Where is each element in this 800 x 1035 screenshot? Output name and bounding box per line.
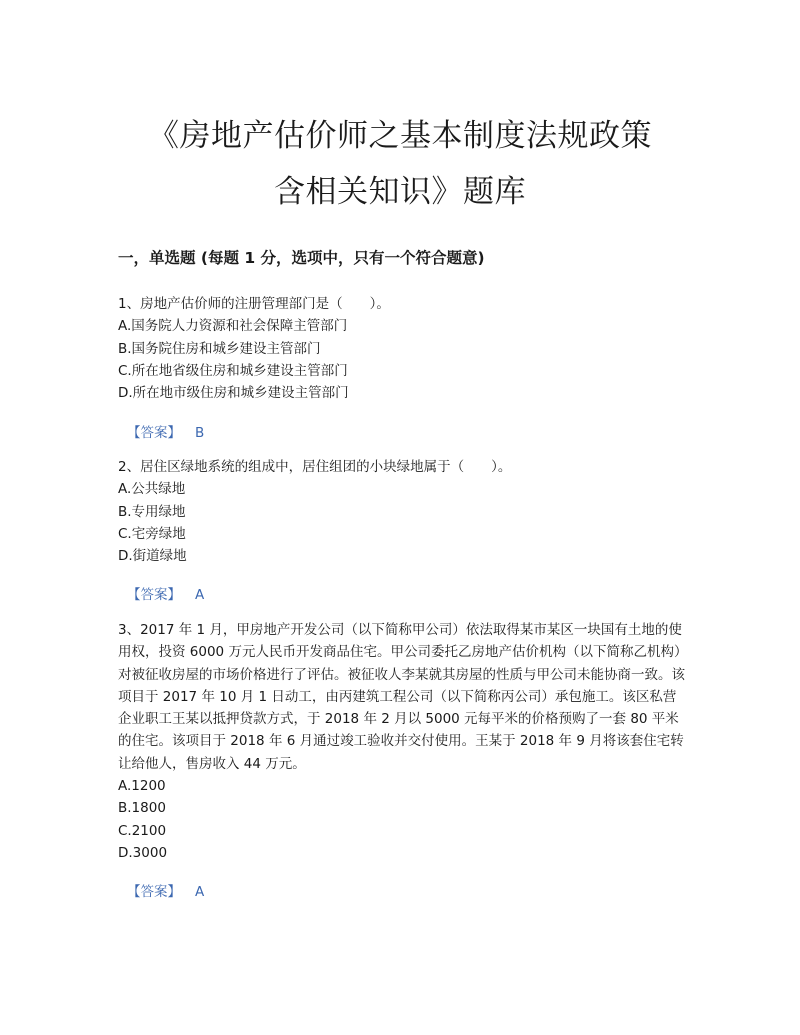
option-a: A.国务院人力资源和社会保障主管部门: [118, 318, 348, 335]
question-3: [118, 619, 688, 864]
option-c: C.宅旁绿地: [118, 525, 186, 542]
answer-label: 【答案】: [127, 587, 181, 603]
section-heading: 一，单选题 (每题 1 分，选项中，只有一个符合题意): [118, 249, 485, 267]
option-b: B.国务院住房和城乡建设主管部门: [118, 340, 321, 357]
answer-label: 【答案】: [127, 425, 181, 441]
question-2: [118, 456, 688, 567]
option-c: C.所在地省级住房和城乡建设主管部门: [118, 362, 348, 379]
answer-1: [127, 421, 204, 441]
answer-label: 【答案】: [127, 884, 181, 900]
option-a: A.1200: [118, 778, 166, 795]
option-d: D.街道绿地: [118, 548, 187, 565]
question-stem: 3、2017 年 1 月，甲房地产开发公司（以下简称甲公司）依法取得某市某区一块国有土地的使用权，投资 6000 万元人民币开发商品住宅。甲公司委托乙房地产估价机构（以下简称乙机构）对被征收房屋的市场价格进行了评估。被征收人李某就其房屋的性质与甲公司未能协商一致。该项目于 2017 年 10 月 1 日动工，由丙建筑工程公司（以下简称丙公司）承包施工。该区私营企业职工王某以抵押贷款方式，于 2018 年 2 月以 5000 元每平米的价格预购了一套 80 平米的住宅。该项目于 2018 年 6 月通过竣工验收并交付使用。王某于 2018 年 9 月将该套住宅转让给他人，售房收入 44 万元。: [118, 622, 688, 772]
option-b: B.专用绿地: [118, 503, 186, 520]
answer-2: [127, 583, 204, 603]
title-line-2: 含相关知识》题库: [274, 174, 526, 210]
answer-value: A: [195, 587, 205, 603]
option-d: D.所在地市级住房和城乡建设主管部门: [118, 385, 349, 402]
answer-3: [127, 880, 204, 900]
document-title: [80, 108, 720, 220]
option-c: C.2100: [118, 822, 167, 839]
answer-value: A: [195, 884, 205, 900]
question-1: [118, 293, 688, 404]
question-stem: 2、居住区绿地系统的组成中，居住组团的小块绿地属于（ ）。: [118, 459, 512, 475]
option-a: A.公共绿地: [118, 481, 186, 498]
answer-value: B: [195, 425, 205, 441]
option-d: D.3000: [118, 844, 168, 861]
question-stem: 1、房地产估价师的注册管理部门是（ ）。: [118, 296, 390, 312]
title-line-1: 《房地产估价师之基本制度法规政策: [148, 118, 652, 154]
option-b: B.1800: [118, 800, 166, 817]
